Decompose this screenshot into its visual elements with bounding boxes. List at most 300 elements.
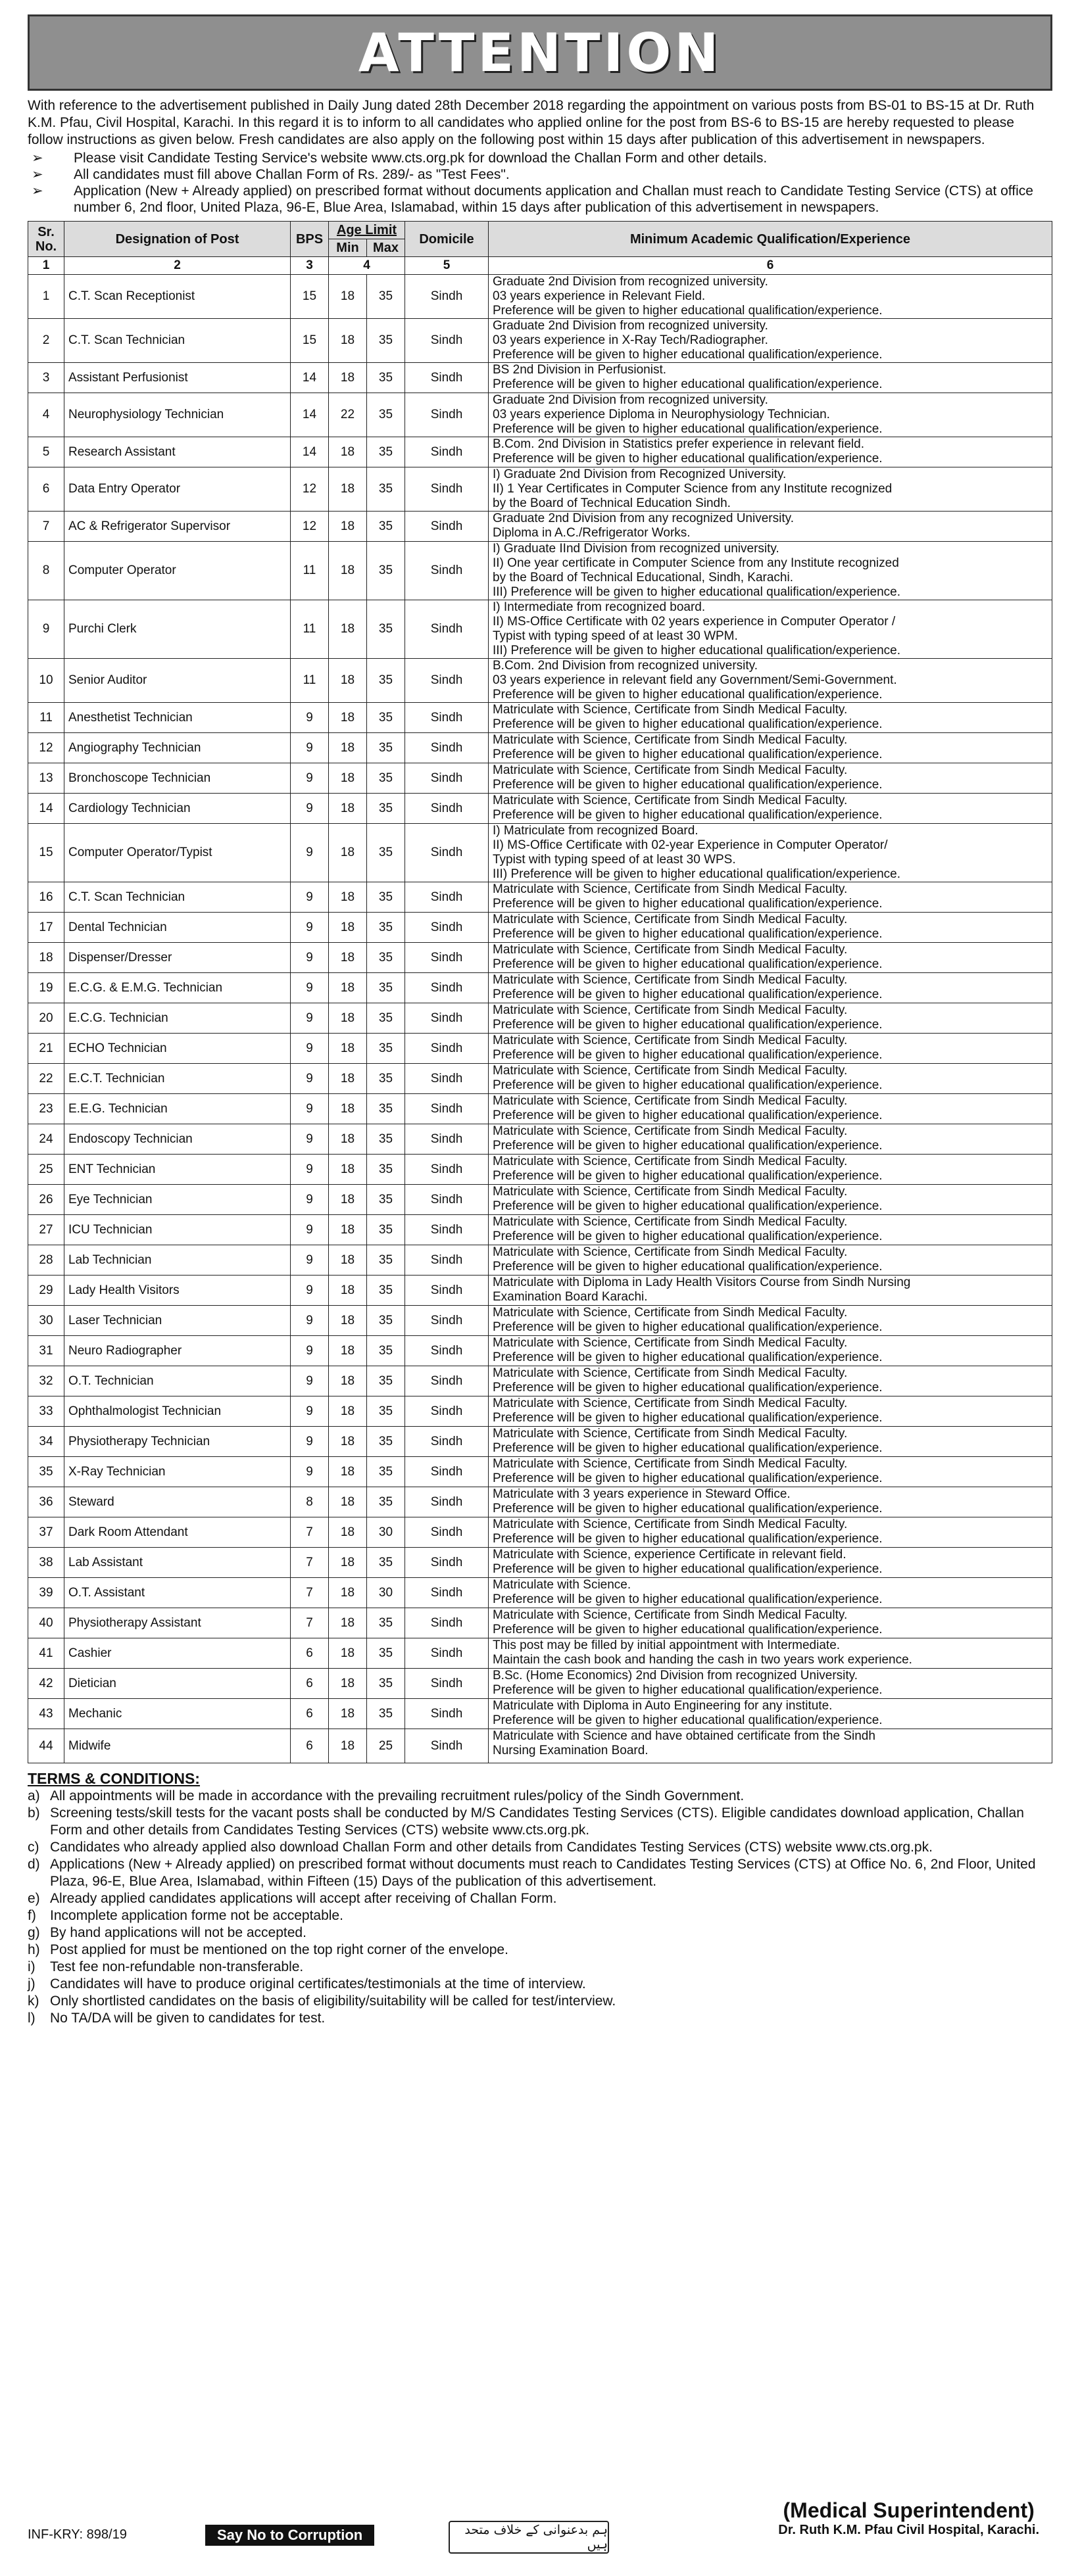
bps-cell: 9: [291, 1094, 329, 1124]
domicile-cell: Sindh: [405, 1669, 489, 1699]
qualification-cell: [489, 1578, 1052, 1608]
sr-cell: 29: [28, 1276, 64, 1306]
qualification-line: Matriculate with Science, Certificate from Sindh Medical Faculty.: [493, 1124, 848, 1138]
sr-cell: 38: [28, 1548, 64, 1578]
terms-heading: TERMS & CONDITIONS:: [28, 1770, 200, 1787]
table-row: [28, 1155, 1052, 1185]
bps-cell: 9: [291, 1245, 329, 1276]
qualification-cell: [489, 882, 1052, 913]
qualification-line: Preference will be given to higher educational qualification/experience.: [493, 1562, 883, 1576]
post-cell: Cashier: [64, 1638, 291, 1669]
domicile-cell: Sindh: [405, 659, 489, 703]
qualification-line: Preference will be given to higher educational qualification/experience.: [493, 422, 883, 436]
qualification-line: Preference will be given to higher educational qualification/experience.: [493, 1411, 883, 1425]
sr-cell: 25: [28, 1155, 64, 1185]
qualification-cell: [489, 437, 1052, 467]
instruction-list: [28, 150, 1052, 216]
post-cell: Lab Technician: [64, 1245, 291, 1276]
qualification-cell: [489, 1336, 1052, 1366]
qualification-line: Preference will be given to higher educational qualification/experience.: [493, 377, 883, 391]
age-min-cell: 18: [329, 1064, 367, 1094]
age-max-cell: 35: [367, 512, 405, 542]
table-row: [28, 319, 1052, 363]
qualification-line: Matriculate with Science, Certificate from Sindh Medical Faculty.: [493, 1215, 848, 1229]
table-row: [28, 1699, 1052, 1729]
term-item: [28, 1856, 1052, 1890]
qualification-line: Preference will be given to higher educational qualification/experience.: [493, 897, 883, 911]
sr-cell: 8: [28, 542, 64, 600]
sr-cell: 15: [28, 824, 64, 882]
sr-cell: 26: [28, 1185, 64, 1215]
post-cell: Research Assistant: [64, 437, 291, 467]
header-max: Max: [367, 239, 405, 257]
domicile-cell: Sindh: [405, 1699, 489, 1729]
intro-paragraph: With reference to the advertisement published in Daily Jung dated 28th December 2018 regarding the appointment on various posts from BS-01 to BS-15 at Dr. Ruth K.M. Pfau, Civil Hospital, Karachi. In this regard it is to inform to all candidates who applied online for the post from BS-6 to BS-15 are hereby requested to please follow instructions as given below. Fresh candidates are also apply on the following post within 15 days after publication of this advertisement in newspapers.: [28, 98, 1035, 147]
column-number: 1: [28, 257, 64, 275]
header-designation: Designation of Post: [64, 222, 291, 257]
bps-cell: 6: [291, 1729, 329, 1763]
qualification-line: Matriculate with Science, Certificate from Sindh Medical Faculty.: [493, 1366, 848, 1380]
qualification-line: Preference will be given to higher educational qualification/experience.: [493, 1169, 883, 1183]
age-min-cell: 18: [329, 1457, 367, 1487]
age-min-cell: 18: [329, 1245, 367, 1276]
age-max-cell: 35: [367, 1608, 405, 1638]
table-row: [28, 1608, 1052, 1638]
qualification-cell: [489, 943, 1052, 973]
instruction-item: ➢ Application (New + Already applied) on prescribed format without documents application and Challan must reach to Candidate Testing Service (CTS) at office number 6, 2nd floor, United Plaza, 96-E, Blue Area, Islamabad, within 15 days after publication of this advertisement in newspapers.: [32, 183, 1033, 215]
term-letter: l): [28, 2011, 36, 2026]
qualification-cell: [489, 1396, 1052, 1427]
domicile-cell: Sindh: [405, 512, 489, 542]
term-letter: f): [28, 1908, 36, 1923]
age-min-cell: 18: [329, 1669, 367, 1699]
qualification-line: Matriculate with Science, Certificate from Sindh Medical Faculty.: [493, 733, 848, 747]
qualification-line: Matriculate with Science, Certificate from Sindh Medical Faculty.: [493, 913, 848, 926]
age-min-cell: 18: [329, 1215, 367, 1245]
qualification-cell: [489, 1517, 1052, 1548]
age-max-cell: 35: [367, 1306, 405, 1336]
domicile-cell: Sindh: [405, 794, 489, 824]
sr-cell: 3: [28, 363, 64, 393]
sr-cell: 44: [28, 1729, 64, 1763]
qualification-line: by the Board of Technical Education Sindh.: [493, 496, 731, 510]
qualification-line: Matriculate with Science, Certificate from Sindh Medical Faculty.: [493, 703, 848, 717]
sr-cell: 24: [28, 1124, 64, 1155]
age-min-cell: 18: [329, 1306, 367, 1336]
post-cell: Dispenser/Dresser: [64, 943, 291, 973]
domicile-cell: Sindh: [405, 1245, 489, 1276]
qualification-line: II) 1 Year Certificates in Computer Science from any Institute recognized: [493, 482, 893, 496]
terms-list: [28, 1788, 1052, 2027]
term-text: Screening tests/skill tests for the vacant posts shall be conducted by M/S Candidates Testing Services (CTS). Eligible candidates download application, Challan Form and other details from Candidates Testing Services (CTS) website www.cts.org.pk.: [50, 1805, 1024, 1838]
post-cell: Purchi Clerk: [64, 600, 291, 659]
sr-cell: 37: [28, 1517, 64, 1548]
qualification-line: 03 years experience in X-Ray Tech/Radiographer.: [493, 333, 768, 347]
qualification-line: Graduate 2nd Division from any recognized University.: [493, 512, 794, 525]
qualification-line: Preference will be given to higher educational qualification/experience.: [493, 957, 883, 971]
qualification-line: Matriculate with Science, experience Certificate in relevant field.: [493, 1548, 847, 1562]
post-cell: O.T. Technician: [64, 1366, 291, 1396]
age-min-cell: 18: [329, 1003, 367, 1034]
domicile-cell: Sindh: [405, 703, 489, 733]
post-cell: Bronchoscope Technician: [64, 763, 291, 794]
qualification-line: Matriculate with Science, Certificate from Sindh Medical Faculty.: [493, 1185, 848, 1199]
age-max-cell: 35: [367, 1638, 405, 1669]
qualification-line: Preference will be given to higher educational qualification/experience.: [493, 1260, 883, 1274]
age-max-cell: 35: [367, 275, 405, 319]
qualification-line: Matriculate with Science, Certificate from Sindh Medical Faculty.: [493, 1064, 848, 1078]
qualification-line: Matriculate with Science, Certificate from Sindh Medical Faculty.: [493, 1245, 848, 1259]
age-max-cell: 35: [367, 1336, 405, 1366]
qualification-line: Matriculate with Science, Certificate from Sindh Medical Faculty.: [493, 763, 848, 777]
sr-cell: 7: [28, 512, 64, 542]
qualification-line: III) Preference will be given to higher educational qualification/experience.: [493, 644, 900, 657]
qualification-line: II) One year certificate in Computer Science from any Institute recognized: [493, 556, 899, 570]
table-row: [28, 973, 1052, 1003]
posts-table: [28, 221, 1052, 1763]
column-number: 6: [489, 257, 1052, 275]
age-max-cell: 35: [367, 1396, 405, 1427]
table-row: [28, 467, 1052, 512]
term-item: [28, 1890, 1052, 1907]
table-row: [28, 1457, 1052, 1487]
age-min-cell: 18: [329, 467, 367, 512]
qualification-cell: [489, 467, 1052, 512]
column-number: 3: [291, 257, 329, 275]
domicile-cell: Sindh: [405, 1366, 489, 1396]
sr-cell: 23: [28, 1094, 64, 1124]
bps-cell: 7: [291, 1517, 329, 1548]
urdu-slogan-box: ہم بدعنوانی کے خلاف متحد ہیں: [449, 2521, 609, 2554]
age-min-cell: 18: [329, 1336, 367, 1366]
domicile-cell: Sindh: [405, 1276, 489, 1306]
age-min-cell: 18: [329, 1608, 367, 1638]
domicile-cell: Sindh: [405, 1064, 489, 1094]
qualification-cell: [489, 659, 1052, 703]
domicile-cell: Sindh: [405, 1548, 489, 1578]
qualification-cell: [489, 542, 1052, 600]
table-row: [28, 763, 1052, 794]
age-min-cell: 18: [329, 437, 367, 467]
post-cell: Assistant Perfusionist: [64, 363, 291, 393]
instruction-item: ➢ Please visit Candidate Testing Service's website www.cts.org.pk for download the Challan Form and other details.: [32, 151, 768, 166]
table-header-row: [28, 222, 1052, 239]
age-max-cell: 35: [367, 1548, 405, 1578]
table-row: [28, 1306, 1052, 1336]
sr-cell: 36: [28, 1487, 64, 1517]
bps-cell: 9: [291, 1366, 329, 1396]
sr-cell: 19: [28, 973, 64, 1003]
qualification-line: Preference will be given to higher educational qualification/experience.: [493, 1229, 883, 1243]
qualification-line: Preference will be given to higher educational qualification/experience.: [493, 452, 883, 465]
qualification-line: Matriculate with Science, Certificate from Sindh Medical Faculty.: [493, 1306, 848, 1320]
qualification-line: Typist with typing speed of at least 30 WPS.: [493, 853, 736, 867]
term-text: No TA/DA will be given to candidates for test.: [50, 2011, 326, 2026]
qualification-line: B.Com. 2nd Division from recognized university.: [493, 659, 758, 673]
qualification-cell: [489, 1094, 1052, 1124]
qualification-line: Preference will be given to higher educational qualification/experience.: [493, 1199, 883, 1213]
qualification-line: Matriculate with Science, Certificate from Sindh Medical Faculty.: [493, 943, 848, 957]
table-row: [28, 882, 1052, 913]
qualification-line: BS 2nd Division in Perfusionist.: [493, 363, 667, 377]
qualification-cell: [489, 393, 1052, 437]
age-max-cell: 35: [367, 1366, 405, 1396]
age-max-cell: 35: [367, 659, 405, 703]
qualification-cell: [489, 1276, 1052, 1306]
qualification-cell: [489, 512, 1052, 542]
age-min-cell: 18: [329, 973, 367, 1003]
domicile-cell: Sindh: [405, 600, 489, 659]
age-max-cell: 35: [367, 913, 405, 943]
qualification-cell: [489, 1427, 1052, 1457]
term-letter: h): [28, 1942, 40, 1957]
age-max-cell: 35: [367, 1094, 405, 1124]
age-max-cell: 35: [367, 763, 405, 794]
qualification-line: Preference will be given to higher educational qualification/experience.: [493, 1441, 883, 1455]
qualification-line: Graduate 2nd Division from recognized university.: [493, 275, 768, 289]
sr-cell: 41: [28, 1638, 64, 1669]
bps-cell: 9: [291, 1396, 329, 1427]
term-letter: k): [28, 1993, 39, 2009]
sr-cell: 22: [28, 1064, 64, 1094]
sr-cell: 39: [28, 1578, 64, 1608]
qualification-cell: [489, 1155, 1052, 1185]
bps-cell: 9: [291, 1336, 329, 1366]
table-row: [28, 363, 1052, 393]
bps-cell: 11: [291, 600, 329, 659]
post-cell: Lab Assistant: [64, 1548, 291, 1578]
table-row: [28, 733, 1052, 763]
term-letter: i): [28, 1959, 36, 1974]
arrow-bullet-icon: ➢: [32, 183, 43, 199]
table-row: [28, 824, 1052, 882]
term-item: [28, 1907, 1052, 1924]
term-letter: b): [28, 1805, 40, 1821]
age-min-cell: 18: [329, 733, 367, 763]
post-cell: E.E.G. Technician: [64, 1094, 291, 1124]
age-max-cell: 35: [367, 1155, 405, 1185]
term-item: [28, 1976, 1052, 1993]
qualification-line: Preference will be given to higher educational qualification/experience.: [493, 1683, 883, 1697]
term-letter: e): [28, 1891, 40, 1906]
qualification-line: Matriculate with Science, Certificate from Sindh Medical Faculty.: [493, 1336, 848, 1350]
qualification-line: Preference will be given to higher educational qualification/experience.: [493, 1350, 883, 1364]
age-max-cell: 35: [367, 393, 405, 437]
signatory-org: Dr. Ruth K.M. Pfau Civil Hospital, Karachi.: [778, 2523, 1039, 2537]
domicile-cell: Sindh: [405, 882, 489, 913]
age-max-cell: 25: [367, 1729, 405, 1763]
table-row: [28, 1366, 1052, 1396]
post-cell: O.T. Assistant: [64, 1578, 291, 1608]
signatory-title: (Medical Superintendent): [783, 2498, 1035, 2522]
qualification-line: Preference will be given to higher educational qualification/experience.: [493, 1471, 883, 1485]
qualification-cell: [489, 1548, 1052, 1578]
post-cell: AC & Refrigerator Supervisor: [64, 512, 291, 542]
post-cell: Computer Operator: [64, 542, 291, 600]
qualification-line: Preference will be given to higher educational qualification/experience.: [493, 778, 883, 792]
sr-cell: 27: [28, 1215, 64, 1245]
bps-cell: 9: [291, 1185, 329, 1215]
sr-cell: 32: [28, 1366, 64, 1396]
bps-cell: 11: [291, 542, 329, 600]
qualification-cell: [489, 1215, 1052, 1245]
qualification-line: Matriculate with 3 years experience in Steward Office.: [493, 1487, 791, 1501]
table-row: [28, 1094, 1052, 1124]
age-max-cell: 35: [367, 363, 405, 393]
qualification-line: Preference will be given to higher educational qualification/experience.: [493, 1320, 883, 1334]
sr-cell: 28: [28, 1245, 64, 1276]
table-row: [28, 1245, 1052, 1276]
term-text: Applications (New + Already applied) on prescribed format without documents must reach to Candidates Testing Services (CTS) at Office No. 6, 2nd Floor, United Plaza, 96-E, Blue Area, Islamabad, within Fifteen (15) Days of the publication of this advertisement.: [50, 1857, 1036, 1889]
domicile-cell: Sindh: [405, 1155, 489, 1185]
sr-cell: 30: [28, 1306, 64, 1336]
post-cell: Data Entry Operator: [64, 467, 291, 512]
age-min-cell: 18: [329, 659, 367, 703]
table-row: [28, 703, 1052, 733]
qualification-line: I) Graduate 2nd Division from Recognized University.: [493, 467, 787, 481]
bps-cell: 15: [291, 319, 329, 363]
bps-cell: 14: [291, 393, 329, 437]
age-min-cell: 18: [329, 1487, 367, 1517]
domicile-cell: Sindh: [405, 1336, 489, 1366]
term-item: [28, 1959, 1052, 1976]
table-row: [28, 659, 1052, 703]
qualification-line: Preference will be given to higher educational qualification/experience.: [493, 927, 883, 941]
age-min-cell: 18: [329, 319, 367, 363]
age-min-cell: 18: [329, 703, 367, 733]
domicile-cell: Sindh: [405, 1185, 489, 1215]
age-min-cell: 18: [329, 1548, 367, 1578]
post-cell: Midwife: [64, 1729, 291, 1763]
qualification-line: 03 years experience in relevant field any Government/Semi-Government.: [493, 673, 897, 687]
domicile-cell: Sindh: [405, 824, 489, 882]
bps-cell: 9: [291, 1003, 329, 1034]
qualification-line: Preference will be given to higher educational qualification/experience.: [493, 1623, 883, 1636]
bps-cell: 9: [291, 1427, 329, 1457]
qualification-cell: [489, 794, 1052, 824]
qualification-line: B.Com. 2nd Division in Statistics prefer experience in relevant field.: [493, 437, 864, 451]
arrow-bullet-icon: ➢: [32, 151, 43, 166]
header-min: Min: [329, 239, 367, 257]
table-row: [28, 1215, 1052, 1245]
age-min-cell: 22: [329, 393, 367, 437]
sr-cell: 2: [28, 319, 64, 363]
reference-number: INF-KRY: 898/19: [28, 2527, 127, 2542]
qualification-cell: [489, 1608, 1052, 1638]
age-max-cell: 35: [367, 542, 405, 600]
qualification-line: Preference will be given to higher educational qualification/experience.: [493, 1502, 883, 1515]
table-row: [28, 437, 1052, 467]
table-row: [28, 1276, 1052, 1306]
age-min-cell: 18: [329, 1124, 367, 1155]
post-cell: C.T. Scan Technician: [64, 319, 291, 363]
qualification-cell: [489, 319, 1052, 363]
domicile-cell: Sindh: [405, 1215, 489, 1245]
bps-cell: 9: [291, 1276, 329, 1306]
term-item: [28, 1942, 1052, 1959]
age-max-cell: 35: [367, 319, 405, 363]
qualification-line: Matriculate with Science.: [493, 1578, 631, 1592]
domicile-cell: Sindh: [405, 1457, 489, 1487]
qualification-line: Preference will be given to higher educational qualification/experience.: [493, 1139, 883, 1153]
table-row: [28, 600, 1052, 659]
table-row: [28, 1487, 1052, 1517]
domicile-cell: Sindh: [405, 1003, 489, 1034]
qualification-cell: [489, 1003, 1052, 1034]
sr-cell: 1: [28, 275, 64, 319]
domicile-cell: Sindh: [405, 1094, 489, 1124]
post-cell: Endoscopy Technician: [64, 1124, 291, 1155]
sr-cell: 42: [28, 1669, 64, 1699]
domicile-cell: Sindh: [405, 1487, 489, 1517]
qualification-line: by the Board of Technical Educational, Sindh, Karachi.: [493, 571, 793, 584]
sr-cell: 16: [28, 882, 64, 913]
term-text: Incomplete application forme not be acceptable.: [50, 1908, 343, 1923]
age-max-cell: 35: [367, 882, 405, 913]
age-max-cell: 35: [367, 824, 405, 882]
bps-cell: 12: [291, 512, 329, 542]
qualification-cell: [489, 703, 1052, 733]
post-cell: Steward: [64, 1487, 291, 1517]
term-text: Test fee non-refundable non-transferable.: [50, 1959, 304, 1974]
qualification-line: Preference will be given to higher educational qualification/experience.: [493, 1592, 883, 1606]
table-row: [28, 1124, 1052, 1155]
column-number: 5: [405, 257, 489, 275]
domicile-cell: Sindh: [405, 275, 489, 319]
table-row: [28, 542, 1052, 600]
age-max-cell: 35: [367, 943, 405, 973]
qualification-line: II) MS-Office Certificate with 02-year Experience in Computer Operator/: [493, 838, 888, 852]
domicile-cell: Sindh: [405, 393, 489, 437]
post-cell: ICU Technician: [64, 1215, 291, 1245]
domicile-cell: Sindh: [405, 913, 489, 943]
qualification-line: I) Intermediate from recognized board.: [493, 600, 706, 614]
term-item: [28, 1788, 1052, 1805]
age-max-cell: 35: [367, 437, 405, 467]
qualification-cell: [489, 913, 1052, 943]
qualification-cell: [489, 1487, 1052, 1517]
bps-cell: 9: [291, 1457, 329, 1487]
qualification-line: Matriculate with Diploma in Lady Health Visitors Course from Sindh Nursing: [493, 1276, 911, 1289]
age-min-cell: 18: [329, 600, 367, 659]
instruction-item: ➢ All candidates must fill above Challan Form of Rs. 289/- as "Test Fees".: [32, 167, 510, 182]
post-cell: Angiography Technician: [64, 733, 291, 763]
bps-cell: 11: [291, 659, 329, 703]
qualification-cell: [489, 1729, 1052, 1763]
qualification-line: Preference will be given to higher educational qualification/experience.: [493, 748, 883, 761]
bps-cell: 9: [291, 703, 329, 733]
age-max-cell: 35: [367, 467, 405, 512]
sr-cell: 10: [28, 659, 64, 703]
posts-table-body: [28, 257, 1052, 1763]
post-cell: Dietician: [64, 1669, 291, 1699]
post-cell: ENT Technician: [64, 1155, 291, 1185]
term-text: Candidates who already applied also download Challan Form and other details from Candidates Testing Services (CTS) website www.cts.org.pk.: [50, 1840, 933, 1855]
table-row: [28, 393, 1052, 437]
qualification-cell: [489, 363, 1052, 393]
domicile-cell: Sindh: [405, 1396, 489, 1427]
qualification-line: Examination Board Karachi.: [493, 1290, 648, 1304]
sr-cell: 14: [28, 794, 64, 824]
qualification-cell: [489, 1245, 1052, 1276]
bps-cell: 14: [291, 437, 329, 467]
sr-cell: 18: [28, 943, 64, 973]
post-cell: Cardiology Technician: [64, 794, 291, 824]
table-row: [28, 1548, 1052, 1578]
qualification-line: Preference will be given to higher educational qualification/experience.: [493, 988, 883, 1001]
signatory-block: [778, 2498, 1039, 2538]
qualification-line: This post may be filled by initial appointment with Intermediate.: [493, 1638, 841, 1652]
